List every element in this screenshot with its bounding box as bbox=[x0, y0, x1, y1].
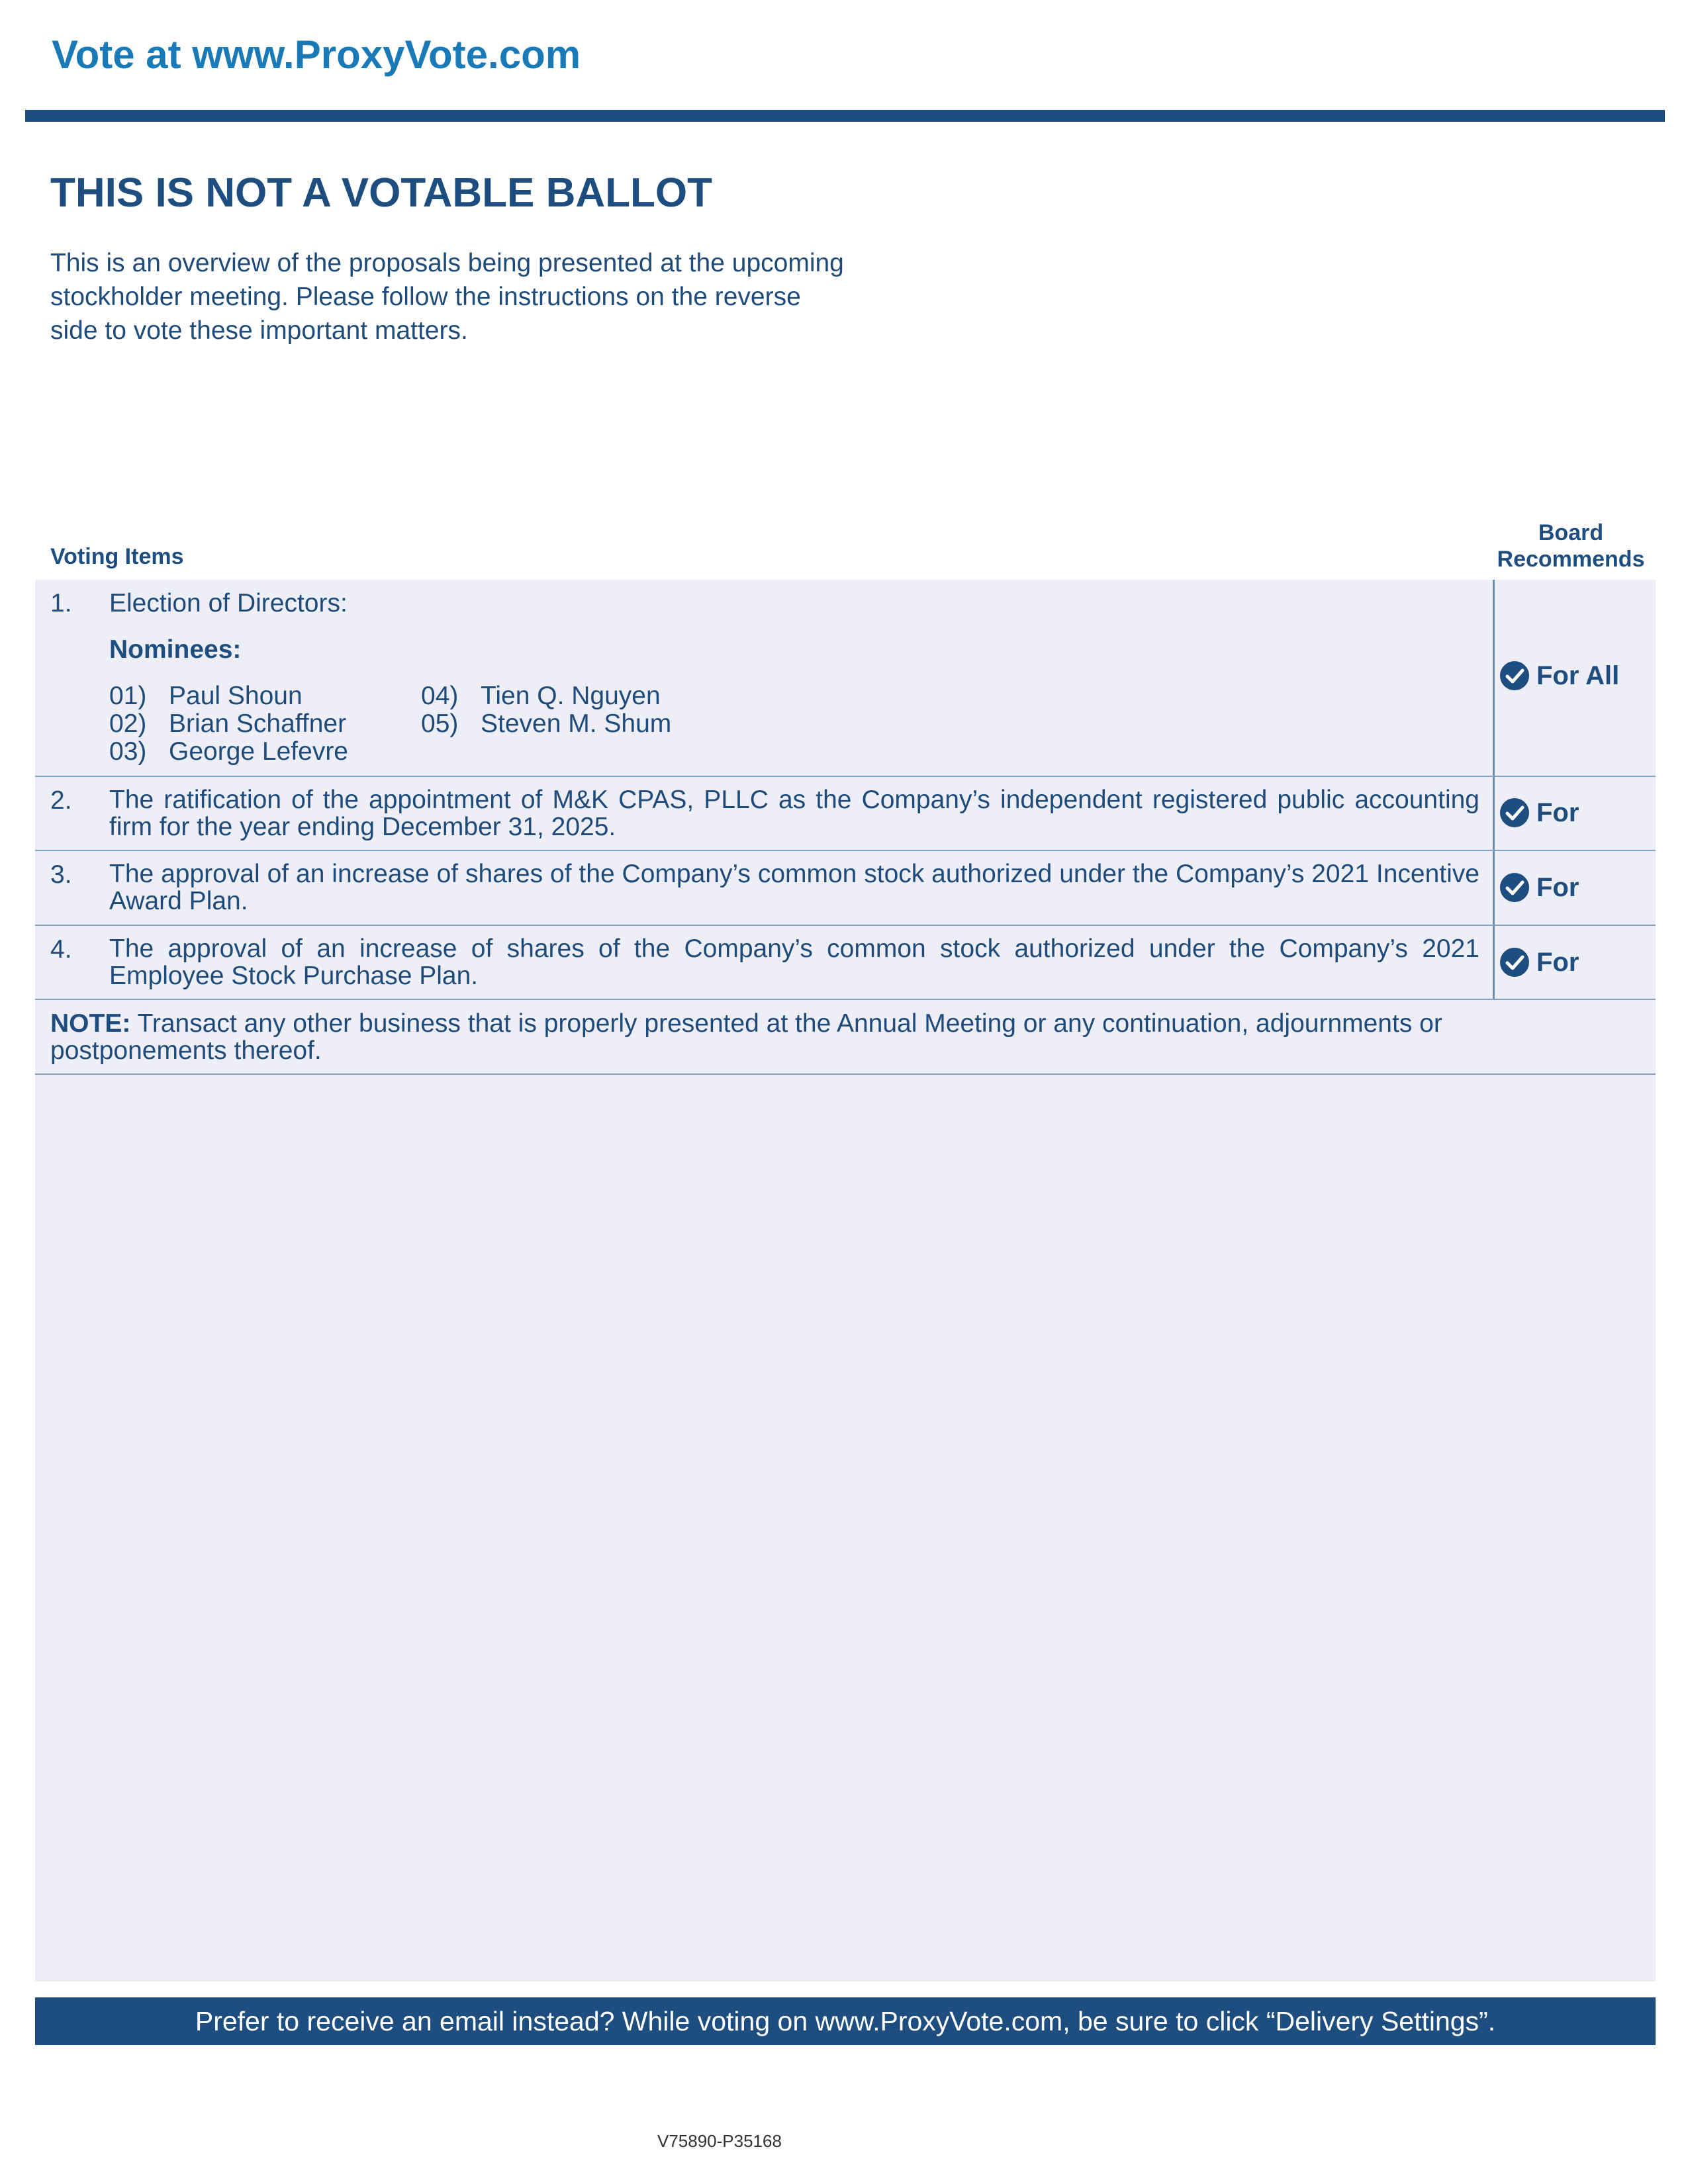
recommendation-column-divider bbox=[1493, 580, 1495, 999]
board-heading-line1: Board bbox=[1538, 520, 1604, 545]
recommendation-label: For All bbox=[1536, 660, 1620, 690]
row-divider bbox=[35, 925, 1656, 926]
item-number: 4. bbox=[50, 935, 72, 964]
nominee-number: 04) bbox=[421, 682, 459, 710]
nominee-number: 05) bbox=[421, 709, 459, 738]
item-text: The ratification of the appointment of M&K CPAS, PLLC as the Company’s independent registered public accounting firm for the year ending December 31, 2025. bbox=[109, 786, 1479, 841]
check-circle-icon bbox=[1499, 872, 1530, 903]
nominee-name: Steven M. Shum bbox=[481, 709, 672, 738]
check-circle-icon bbox=[1499, 660, 1530, 691]
check-circle-icon bbox=[1499, 797, 1530, 828]
nominee-number: 02) bbox=[109, 709, 147, 738]
proxyvote-header-link[interactable]: Vote at www.ProxyVote.com bbox=[52, 32, 581, 77]
recommendation-for bbox=[1499, 872, 1579, 903]
item-text: The approval of an increase of shares of the Company’s common stock authorized under the Company’s 2021 Employee Stock Purchase Plan. bbox=[109, 934, 1479, 990]
item-number: 3. bbox=[50, 860, 72, 889]
nominee-number: 01) bbox=[109, 682, 147, 710]
row-divider bbox=[35, 850, 1656, 851]
nominee bbox=[421, 682, 661, 711]
header-divider bbox=[25, 110, 1665, 122]
nominee-name: George Lefevre bbox=[169, 737, 349, 766]
nominee bbox=[421, 709, 671, 739]
board-recommends-heading bbox=[1488, 520, 1654, 572]
nominee bbox=[109, 737, 348, 766]
row-divider bbox=[35, 999, 1656, 1000]
nominee-name: Paul Shoun bbox=[169, 682, 303, 710]
nominee-number: 03) bbox=[109, 737, 147, 766]
delivery-settings-banner bbox=[35, 1997, 1656, 2045]
recommendation-label: For bbox=[1536, 797, 1579, 827]
note-paragraph bbox=[50, 1010, 1480, 1064]
nominees-label: Nominees: bbox=[109, 635, 242, 664]
item-number: 2. bbox=[50, 786, 72, 815]
nominee-name: Tien Q. Nguyen bbox=[481, 682, 661, 710]
voting-items-heading: Voting Items bbox=[50, 544, 184, 569]
board-heading-line2: Recommends bbox=[1497, 547, 1645, 572]
row-divider bbox=[35, 1073, 1656, 1075]
recommendation-for bbox=[1499, 797, 1579, 828]
item-number: 1. bbox=[50, 589, 72, 617]
note-label: NOTE: bbox=[50, 1009, 131, 1038]
recommendation-for-all bbox=[1499, 660, 1619, 691]
recommendation-label: For bbox=[1536, 947, 1579, 977]
nominee bbox=[109, 682, 303, 711]
row-divider bbox=[35, 776, 1656, 777]
document-code: V75890-P35168 bbox=[657, 2131, 782, 2151]
page-title: THIS IS NOT A VOTABLE BALLOT bbox=[50, 170, 712, 216]
recommendation-label: For bbox=[1536, 872, 1579, 902]
banner-text: Prefer to receive an email instead? While voting on www.ProxyVote.com, be sure to click “Delivery Settings”. bbox=[195, 2005, 1496, 2036]
check-circle-icon bbox=[1499, 947, 1530, 978]
item-text: Election of Directors: bbox=[109, 589, 348, 617]
item-text: The approval of an increase of shares of the Company’s common stock authorized under the Company’s 2021 Incentive Award Plan. bbox=[109, 860, 1479, 915]
nominee-name: Brian Schaffner bbox=[169, 709, 347, 738]
nominee bbox=[109, 709, 346, 739]
note-text: Transact any other business that is properly presented at the Annual Meeting or any continuation, adjournments or postponements thereof. bbox=[50, 1009, 1442, 1065]
recommendation-for bbox=[1499, 947, 1579, 978]
intro-paragraph: This is an overview of the proposals being presented at the upcoming stockholder meeting. Please follow the instructions on the reverse side to vote these important matters. bbox=[50, 249, 844, 345]
